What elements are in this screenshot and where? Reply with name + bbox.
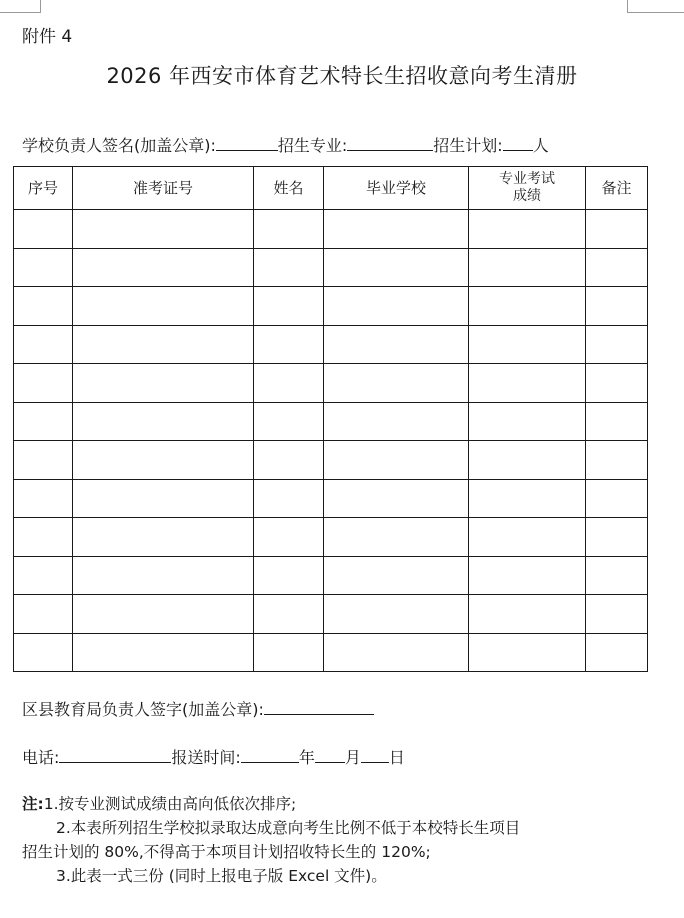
- table-cell[interactable]: [254, 556, 324, 595]
- table-cell[interactable]: [254, 325, 324, 364]
- table-header-row: [14, 167, 648, 210]
- bureau-signature-row: [22, 697, 374, 720]
- table-cell[interactable]: [14, 210, 73, 249]
- note-item-1: [22, 792, 652, 816]
- table-cell[interactable]: [469, 287, 586, 326]
- table-cell[interactable]: [324, 210, 469, 249]
- table-cell[interactable]: [254, 595, 324, 634]
- table-cell[interactable]: [469, 556, 586, 595]
- principal-signature-field[interactable]: [216, 135, 278, 151]
- table-row: [14, 479, 648, 518]
- table-cell[interactable]: [586, 402, 648, 441]
- table-cell[interactable]: [469, 518, 586, 557]
- table-row: [14, 364, 648, 403]
- table-cell[interactable]: [14, 441, 73, 480]
- plan-unit: 人: [532, 136, 549, 155]
- table-row: [14, 556, 648, 595]
- table-cell[interactable]: [469, 325, 586, 364]
- table-cell[interactable]: [14, 633, 73, 672]
- table-cell[interactable]: [469, 364, 586, 403]
- table-cell[interactable]: [14, 248, 73, 287]
- day-field[interactable]: [361, 747, 389, 763]
- table-cell[interactable]: [586, 210, 648, 249]
- table-cell[interactable]: [324, 556, 469, 595]
- table-cell[interactable]: [73, 633, 254, 672]
- table-cell[interactable]: [254, 402, 324, 441]
- table-cell[interactable]: [469, 441, 586, 480]
- plan-label: 招生计划:: [433, 136, 503, 155]
- table-cell[interactable]: [73, 325, 254, 364]
- table-row: [14, 595, 648, 634]
- table-cell[interactable]: [14, 325, 73, 364]
- table-cell[interactable]: [586, 595, 648, 634]
- table-cell[interactable]: [324, 248, 469, 287]
- table-cell[interactable]: [324, 287, 469, 326]
- table-cell[interactable]: [469, 633, 586, 672]
- table-cell[interactable]: [324, 402, 469, 441]
- table-cell[interactable]: [14, 287, 73, 326]
- table-cell[interactable]: [586, 556, 648, 595]
- table-cell[interactable]: [586, 248, 648, 287]
- table-row: [14, 441, 648, 480]
- year-field[interactable]: [241, 747, 299, 763]
- plan-count-field[interactable]: [503, 135, 533, 151]
- table-cell[interactable]: [586, 479, 648, 518]
- column-header-index: 序号: [14, 167, 73, 210]
- bureau-signature-field[interactable]: [264, 699, 374, 715]
- table-cell[interactable]: [324, 441, 469, 480]
- table-cell[interactable]: [254, 364, 324, 403]
- table-cell[interactable]: [324, 633, 469, 672]
- note-item-2-line1: 2.本表所列招生学校拟录取达成意向考生比例不低于本校特长生项目: [56, 819, 521, 837]
- table-cell[interactable]: [469, 248, 586, 287]
- table-row: [14, 287, 648, 326]
- major-label: 招生专业:: [277, 136, 348, 155]
- column-header-score: [469, 167, 586, 210]
- bureau-signature-label: 区县教育局负责人签字(加盖公章):: [22, 700, 264, 719]
- table-cell[interactable]: [469, 402, 586, 441]
- roster-body: [14, 210, 648, 672]
- table-row: [14, 325, 648, 364]
- note-item-3: 3.此表一式三份 (同时上报电子版 Excel 文件)。: [56, 867, 387, 885]
- table-row: [14, 210, 648, 249]
- table-cell[interactable]: [73, 595, 254, 634]
- table-cell[interactable]: [324, 479, 469, 518]
- table-cell[interactable]: [586, 325, 648, 364]
- column-header-exam-number: 准考证号: [73, 167, 254, 210]
- table-cell[interactable]: [14, 364, 73, 403]
- table-cell[interactable]: [469, 210, 586, 249]
- table-cell[interactable]: [586, 364, 648, 403]
- table-cell[interactable]: [14, 595, 73, 634]
- page-corner-mark-right: [627, 0, 684, 13]
- table-row: [14, 518, 648, 557]
- contact-row: [22, 745, 405, 768]
- table-cell[interactable]: [254, 248, 324, 287]
- notes-section: [22, 792, 652, 888]
- table-cell[interactable]: [324, 518, 469, 557]
- table-cell[interactable]: [254, 287, 324, 326]
- table-cell[interactable]: [586, 518, 648, 557]
- table-cell[interactable]: [73, 556, 254, 595]
- notes-prefix: 注:: [22, 795, 44, 813]
- table-row: [14, 402, 648, 441]
- table-cell[interactable]: [254, 210, 324, 249]
- page-corner-mark-left: [0, 0, 41, 13]
- table-cell[interactable]: [14, 402, 73, 441]
- table-cell[interactable]: [73, 479, 254, 518]
- table-cell[interactable]: [14, 556, 73, 595]
- table-cell[interactable]: [324, 364, 469, 403]
- score-header-line2: 成绩: [513, 188, 541, 204]
- table-cell[interactable]: [73, 441, 254, 480]
- table-cell[interactable]: [14, 518, 73, 557]
- year-label: 年: [298, 748, 315, 767]
- table-cell[interactable]: [469, 595, 586, 634]
- table-cell[interactable]: [254, 441, 324, 480]
- table-cell[interactable]: [586, 633, 648, 672]
- table-cell[interactable]: [254, 633, 324, 672]
- table-cell[interactable]: [73, 402, 254, 441]
- table-cell[interactable]: [324, 595, 469, 634]
- column-header-remarks: 备注: [586, 167, 648, 210]
- phone-field[interactable]: [59, 747, 171, 763]
- page-title: 2026 年西安市体育艺术特长生招收意向考生清册: [106, 64, 578, 88]
- table-cell[interactable]: [73, 518, 254, 557]
- table-cell[interactable]: [73, 248, 254, 287]
- table-cell[interactable]: [469, 479, 586, 518]
- score-header-line1: 专业考试: [499, 171, 555, 187]
- table-cell[interactable]: [254, 479, 324, 518]
- submit-time-label: 报送时间:: [171, 748, 241, 767]
- table-cell[interactable]: [73, 210, 254, 249]
- table-cell[interactable]: [586, 441, 648, 480]
- column-header-graduating-school: 毕业学校: [324, 167, 469, 210]
- table-cell[interactable]: [73, 287, 254, 326]
- table-cell[interactable]: [586, 287, 648, 326]
- table-cell[interactable]: [254, 518, 324, 557]
- principal-signature-label: 学校负责人签名(加盖公章):: [22, 136, 216, 155]
- note-item-2-line2: 招生计划的 80%,不得高于本项目计划招收特长生的 120%;: [22, 843, 431, 861]
- table-cell[interactable]: [14, 479, 73, 518]
- table-row: [14, 248, 648, 287]
- roster-table: [13, 166, 648, 672]
- table-cell[interactable]: [324, 325, 469, 364]
- signature-row: [22, 133, 549, 156]
- note-item-1-text: 1.按专业测试成绩由高向低依次排序;: [43, 795, 297, 813]
- month-label: 月: [344, 748, 361, 767]
- month-field[interactable]: [315, 747, 345, 763]
- phone-label: 电话:: [22, 748, 60, 767]
- day-label: 日: [388, 748, 405, 767]
- attachment-label: 附件 4: [22, 27, 73, 47]
- table-cell[interactable]: [73, 364, 254, 403]
- table-row: [14, 633, 648, 672]
- column-header-name: 姓名: [254, 167, 324, 210]
- major-field[interactable]: [347, 135, 433, 151]
